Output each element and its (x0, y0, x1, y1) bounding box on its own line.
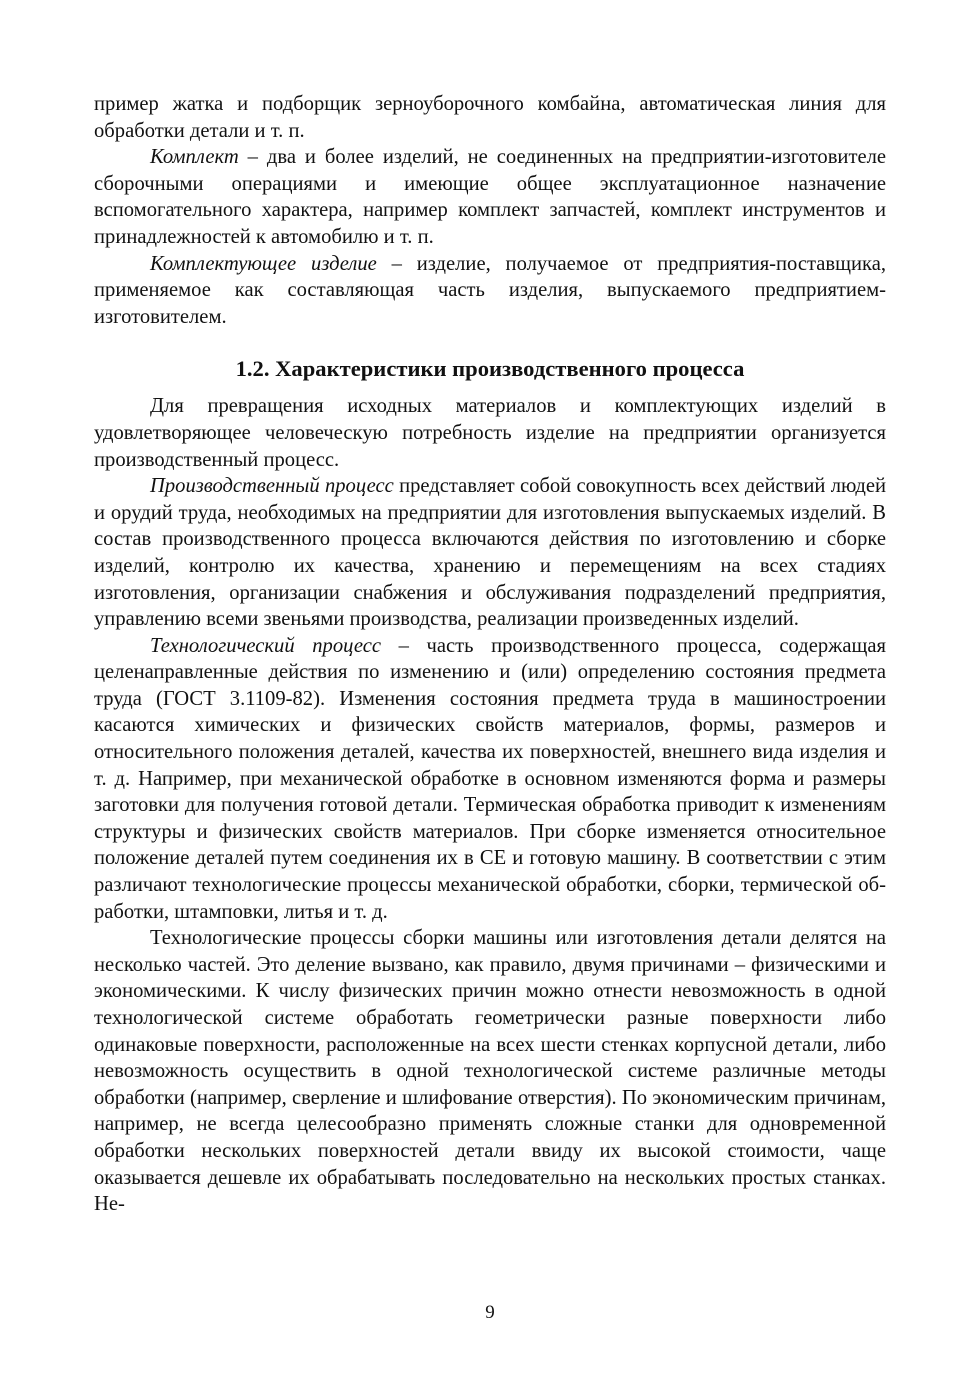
document-page (94, 91, 886, 1218)
term-technological-process: Технологический процесс (150, 634, 382, 657)
paragraph-komplekt (94, 144, 886, 250)
paragraph-komplektuyushchee (94, 251, 886, 331)
paragraph-continuation: пример жатка и подборщик зерноуборочного комбайна, автоматическая линия для обработки детали и т. п. (94, 93, 886, 142)
definition-text: – два и более изделий, не соединенных на предприятии-изготовителе сборочными операциями и имеющие общее эксплуатационное назначение вспомогательного характера, например комплект запчастей, комплект инструментов и принадлежностей к автомобилю и т. п. (94, 146, 886, 248)
term-komplektuyushchee-izdelie: Комплектующее изделие (150, 252, 377, 275)
paragraph-section-intro: Для превращения исходных материалов и комплектующих изделий в удовлетворяющее человеческую потребность изделие на предприятии организуется производственный процесс. (94, 395, 886, 471)
definition-text: представляет собой совокупность всех действий людей и орудий труда, необходимых на предприятии для изготовления выпускаемых изделий. В состав производственного процесса включаются действия по изготовлению и сборке изделий, контролю их качества, хранению и перемещениям на всех стадиях изготовления, организации снабжения и обслуживания подразделений предприятия, управлению всеми звеньями производства, реализации произведенных изделий. (94, 475, 886, 631)
paragraph-technological-process (94, 633, 886, 926)
definition-text: – изделие, получаемое от предприятия-поставщика, применяемое как составляющая часть изделия, выпускаемого предприятием-изготовителем. (94, 252, 886, 328)
paragraph-production-process (94, 473, 886, 633)
definition-text: – часть производственного процесса, содержащая целенаправленные действия по изменению и (или) определению состояния предмета труда (ГОСТ 3.1109-82). Изменения состояния предмета труда в машиностроении касаются химических и физических свойств материалов, формы, размеров и относительного положения деталей, качества их поверхностей, внешнего вида изделия и т. д. Например, при механической обработке в основном изменяются форма и размеры заготовки для получения готовой детали. Термическая обработка приводит к изменениям структуры и физических свойств материалов. При сборке изменяется относительное положение деталей путем соединения их в СЕ и готовую машину. В соответствии с этим различают технологические процессы механической обработки, сборки, термической обработки, штамповки, литья и т. д. (94, 634, 887, 923)
term-production-process: Производственный процесс (150, 475, 394, 498)
page-number: 9 (485, 1302, 495, 1323)
section-heading: 1.2. Характеристики производственного процесса (235, 356, 745, 382)
term-komplekt: Комплект (150, 146, 239, 169)
paragraph-process-division: Технологические процессы сборки машины или изготовления детали делятся на несколько частей. Это деление вызвано, как правило, двумя причинами – физическими и экономическими. К числу физических причин можно отнести невозможность в одной технологической системе обработать геометрически разные поверхности либо одинаковые поверхности, расположенные на всех шести стенках корпусной детали, либо невозможность осуществить в одной технологической системе различные методы обработки (например, сверление и шлифование отверстия). По экономическим причинам, например, не всегда целесообразно применять сложные станки для одновременной обработки нескольких поверхностей детали ввиду их высокой стоимости, чаще оказывается дешевле их обрабатывать последовательно на нескольких простых станках. Не- (94, 927, 886, 1216)
